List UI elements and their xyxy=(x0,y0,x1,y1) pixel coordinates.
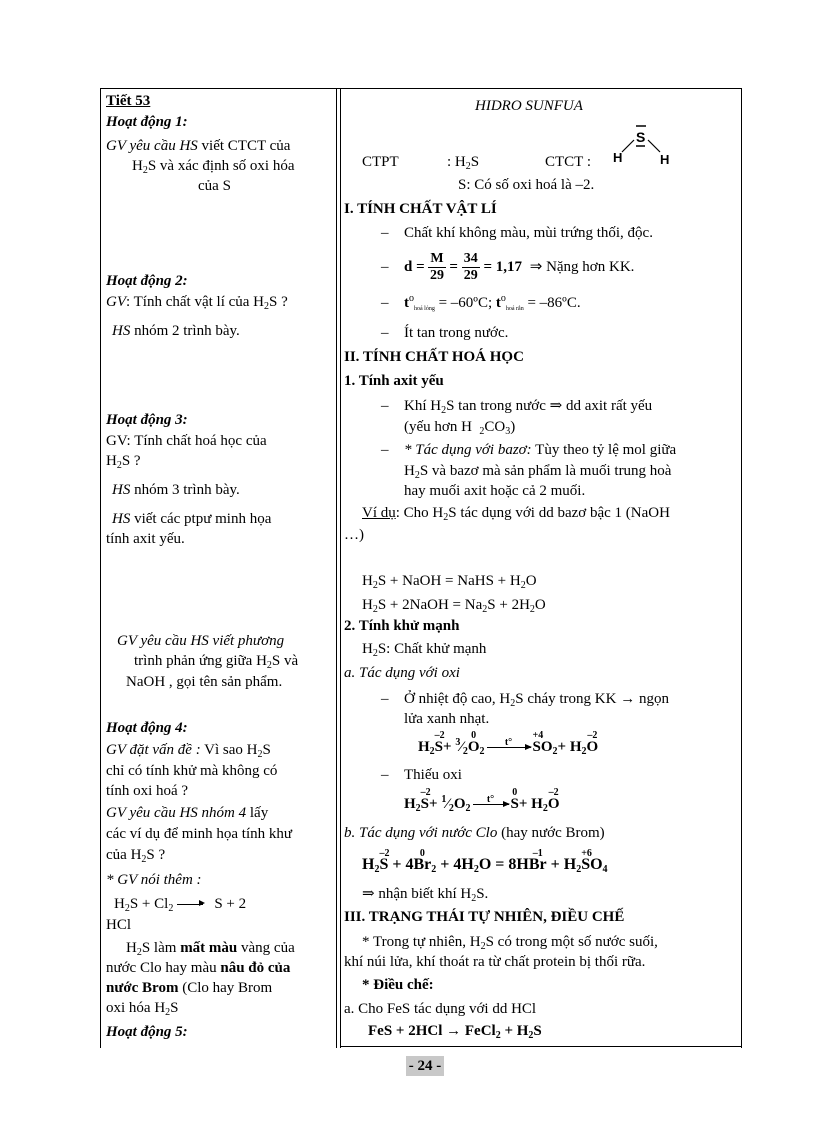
section-1-title: I. TÍNH CHẤT VẬT LÍ xyxy=(344,201,497,217)
activity-3-line-4: HS viết các ptpư minh họa xyxy=(112,511,272,527)
temperature-data: $t^o_{hoá lỏng}$ = –60ºC; $t^o_{hoá rắn}$ = –86ºC. xyxy=(404,293,581,312)
section-2-title: II. TÍNH CHẤT HOÁ HỌC xyxy=(344,349,524,365)
reaction-h2s-cl2: $H_2S + Cl_2$ S + 2 xyxy=(114,896,247,914)
table-right-border xyxy=(741,88,742,1048)
base-reaction-line-3: hay muối axit hoặc cả 2 muối. xyxy=(404,483,586,499)
activity-3-line-1: GV: Tính chất hoá học của xyxy=(106,433,267,449)
activity-2-title: Hoạt động 2: xyxy=(106,273,188,289)
lesson-number: Tiết 53 xyxy=(106,93,151,109)
nature-line-2: khí núi lửa, khí thoát ra từ chất protein bị thối rữa. xyxy=(344,954,646,970)
reducing-note: $H_2S$: Chất khử mạnh xyxy=(362,641,487,659)
example-line-1: Ví dụ: Cho $H_2S$ tác dụng với dd bazơ bậc 1 (NaOH xyxy=(362,505,670,523)
activity-4-line-11: nước Brom (Clo hay Brom xyxy=(106,980,273,996)
acid-line-2: (yếu hơn H $_2CO_3$) xyxy=(404,419,516,437)
nature-line-1: * Trong tự nhiên, $H_2S$ có trong một số nước suối, xyxy=(362,934,658,952)
bullet-dash: – xyxy=(381,767,389,783)
activity-4-line-10: nước Clo hay màu nâu đỏ của xyxy=(106,960,291,976)
activity-2-line-1: GV: Tính chất vật lí của $H_2S$ ? xyxy=(106,294,288,312)
ctct-label: CTCT : xyxy=(545,154,591,170)
gv-task-line-2: trình phản ứng giữa $H_2S$ và xyxy=(134,653,299,671)
activity-4-line-4: GV yêu cầu HS nhóm 4 lấy xyxy=(106,805,269,821)
activity-4-line-6: của $H_2S$ ? xyxy=(106,847,166,865)
base-reaction-line-1: * Tác dụng với bazơ: Tùy theo tỷ lệ mol giữa xyxy=(404,442,677,458)
bullet-dash: – xyxy=(381,259,389,275)
lesson-title: HIDRO SUNFUA xyxy=(475,98,583,114)
subsection-chlorine: b. Tác dụng với nước Clo (hay nước Brom) xyxy=(344,825,605,841)
oxygen-line-1: Ở nhiệt độ cao, $H_2S$ cháy trong KK → ngọn xyxy=(404,691,669,709)
example-line-2: …) xyxy=(344,527,364,543)
page-number: - 24 - xyxy=(406,1056,444,1076)
activity-4-line-5: các ví dụ để minh họa tính khư xyxy=(106,826,293,842)
svg-text:H: H xyxy=(660,152,670,167)
preparation-label: * Điều chế: xyxy=(362,977,434,993)
activity-4-line-9: $H_2S$ làm mất màu vàng của xyxy=(126,940,295,958)
activity-2-line-2: HS nhóm 2 trình bày. xyxy=(112,323,240,339)
subsection-acid: 1. Tính axit yếu xyxy=(344,373,444,389)
svg-text:S: S xyxy=(636,129,646,145)
ctpt-label: CTPT xyxy=(362,154,399,170)
activity-1-line-2: $H_2S$ và xác định số oxi hóa xyxy=(132,158,295,176)
table-top-border xyxy=(100,88,742,89)
gv-task-line-1: GV yêu cầu HS viết phương xyxy=(117,633,285,649)
bullet-dash: – xyxy=(381,325,389,341)
bromine-equation: $H_2S$ –2 + 4Br 0 $_2 + 4H_2O = 8HBr$ –1 + $H_2S$ +6 $O_4$ xyxy=(362,848,608,875)
oxygen-line-2: lửa xanh nhạt. xyxy=(404,711,490,727)
activity-5-title: Hoạt động 5: xyxy=(106,1024,188,1040)
subsection-oxygen: a. Tác dụng với oxi xyxy=(344,665,460,681)
combustion-equation-full: $H_2S$ –2 + $^3⁄_2O$ 0 $_2$ t° S +4 $O_2+ H_2O$ –2 xyxy=(418,730,599,757)
reaction-product-hcl: HCl xyxy=(106,917,132,933)
h2s-structure-diagram xyxy=(610,122,674,168)
bullet-dash: – xyxy=(381,225,389,241)
equation-2: $H_2S$ + 2NaOH = $Na_2S + 2H_2O$ xyxy=(362,597,546,615)
identification-note: ⇒ nhận biết khí $H_2S$. xyxy=(362,886,489,904)
section-3-title: III. TRẠNG THÁI TỰ NHIÊN, ĐIỀU CHẾ xyxy=(344,909,625,925)
activity-1-title: Hoạt động 1: xyxy=(106,114,188,130)
bullet-dash: – xyxy=(381,691,389,707)
combustion-equation-partial: $H_2S$ –2 + $^1⁄_2O_2$ t° S 0 + $H_2O$ –2 xyxy=(404,787,560,814)
preparation-equation: FeS + 2HCl → FeCl$_2$ + $H_2S$ xyxy=(368,1023,542,1041)
density-formula: d = $\frac{M}{29}$ = $\frac{34}{29}$ = 1,17 ⇒ Nặng hơn KK. xyxy=(404,251,635,284)
activity-4-line-12: oxi hóa $H_2S$ xyxy=(106,1000,179,1018)
activity-3-line-5: tính axit yếu. xyxy=(106,531,185,547)
low-oxygen-label: Thiếu oxi xyxy=(404,767,462,783)
activity-3-title: Hoạt động 3: xyxy=(106,412,188,428)
gv-note: * GV nói thêm : xyxy=(106,872,202,888)
activity-1-line-3: của S xyxy=(198,178,231,194)
column-divider xyxy=(336,88,337,1048)
base-reaction-line-2: $H_2S$ và bazơ mà sản phẩm là muối trung hoà xyxy=(404,463,672,481)
table-left-border xyxy=(100,88,101,1048)
activity-4-line-1: GV đặt vấn đề : Vì sao $H_2S$ xyxy=(106,742,271,760)
activity-4-title: Hoạt động 4: xyxy=(106,720,188,736)
bullet-dash: – xyxy=(381,398,389,414)
equation-1: $H_2S$ + NaOH = NaHS + $H_2O$ xyxy=(362,573,537,591)
oxidation-note: S: Có số oxi hoá là –2. xyxy=(458,177,595,193)
activity-3-line-3: HS nhóm 3 trình bày. xyxy=(112,482,240,498)
activity-1-line-1: GV yêu cầu HS viết CTCT của xyxy=(106,138,291,154)
bullet-dash: – xyxy=(381,442,389,458)
physical-property-4: Ít tan trong nước. xyxy=(404,325,509,341)
physical-property-1: Chất khí không màu, mùi trứng thối, độc. xyxy=(404,225,653,241)
ctpt-formula: : $H_2S$ xyxy=(447,154,480,172)
svg-text:H: H xyxy=(613,150,623,165)
activity-4-line-2: chỉ có tính khử mà không có xyxy=(106,763,278,779)
activity-3-line-2: $H_2S$ ? xyxy=(106,453,141,471)
activity-4-line-3: tính oxi hoá ? xyxy=(106,783,189,799)
subsection-reducing: 2. Tính khử mạnh xyxy=(344,618,460,634)
bullet-dash: – xyxy=(381,295,389,311)
column-divider-inner xyxy=(340,88,341,1048)
acid-line-1: Khí $H_2S$ tan trong nước ⇒ dd axit rất yếu xyxy=(404,398,653,416)
table-bottom-border xyxy=(340,1046,742,1047)
preparation-method: a. Cho FeS tác dụng với dd HCl xyxy=(344,1001,537,1017)
gv-task-line-3: NaOH , gọi tên sản phẩm. xyxy=(126,674,283,690)
